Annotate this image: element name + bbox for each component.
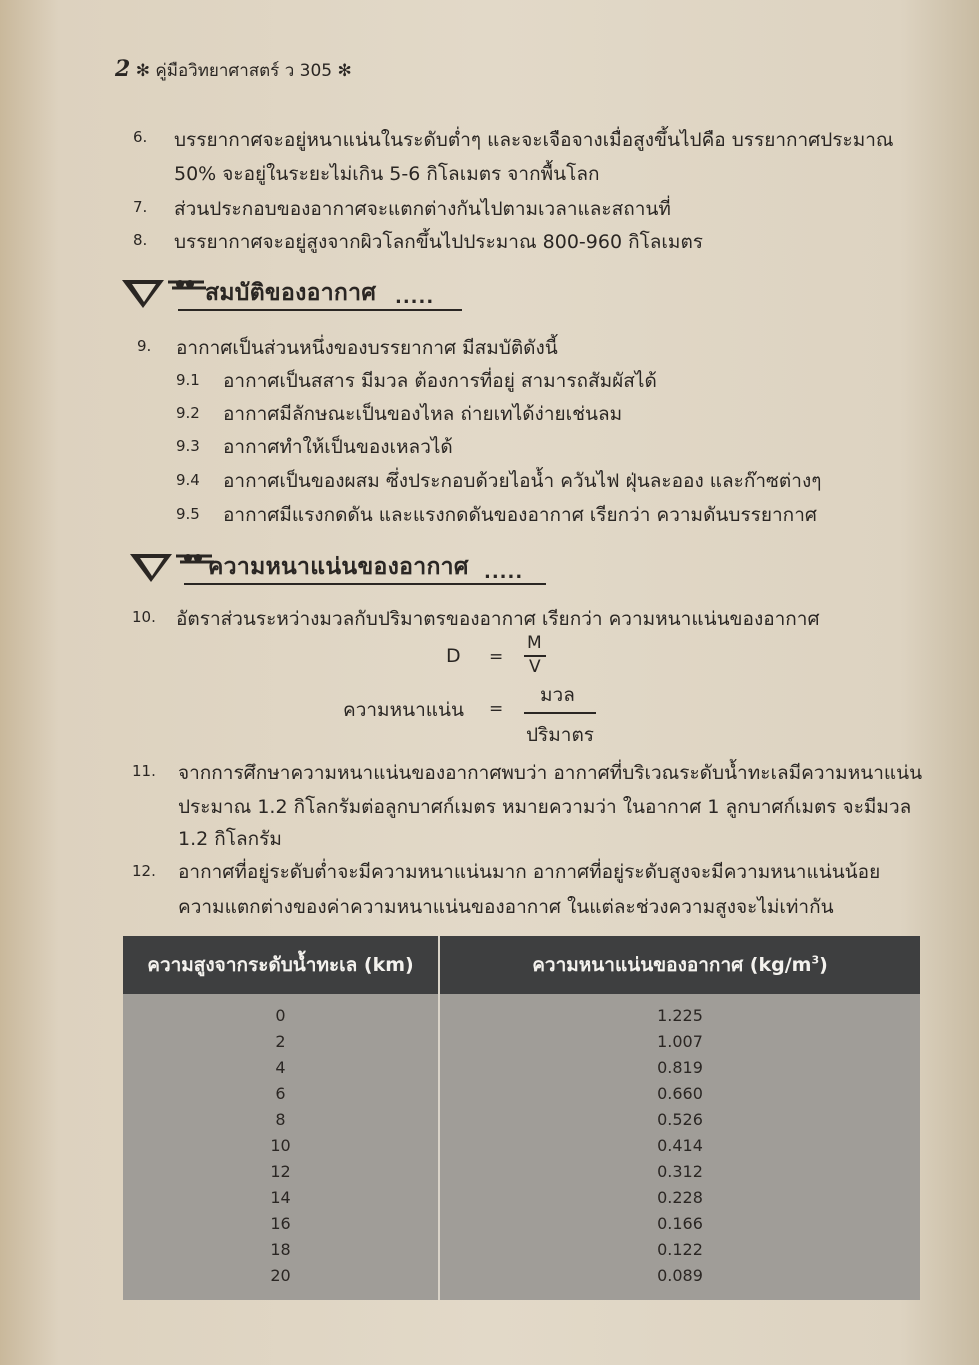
section-title-properties: สมบัติของอากาศ bbox=[205, 280, 377, 306]
formula-denominator-volume: V bbox=[529, 657, 541, 677]
density-cell: 0.414 bbox=[439, 1132, 920, 1158]
formula-numerator-mass: M bbox=[527, 633, 542, 653]
item-10-text: อัตราส่วนระหว่างมวลกับปริมาตรของอากาศ เรียกว่า ความหนาแน่นของอากาศ bbox=[176, 608, 820, 630]
table-padding-cell bbox=[439, 1288, 920, 1300]
altitude-cell: 6 bbox=[123, 1080, 439, 1106]
formula-denominator-word: ปริมาตร bbox=[526, 724, 595, 746]
item-12-line-1: อากาศที่อยู่ระดับต่ำจะมีความหนาแน่นมาก อากาศที่อยู่ระดับสูงจะมีความหนาแน่นน้อย bbox=[178, 861, 881, 883]
page-header bbox=[115, 56, 352, 84]
density-cell: 0.122 bbox=[439, 1236, 920, 1262]
table-row bbox=[123, 1262, 920, 1288]
section-title-dots: ..... bbox=[484, 562, 524, 583]
item-8-text: บรรยากาศจะอยู่สูงจากผิวโลกขึ้นไปประมาณ 800-960 กิโลเมตร bbox=[174, 231, 703, 253]
density-cell: 0.526 bbox=[439, 1106, 920, 1132]
item-9-3-number: 9.3 bbox=[176, 437, 200, 455]
item-9-number: 9. bbox=[137, 337, 152, 355]
table-row bbox=[123, 1106, 920, 1132]
table-header-density-label: ความหนาแน่นของอากาศ (kg/m bbox=[532, 954, 812, 976]
formula-equals: = bbox=[489, 699, 504, 719]
table-row bbox=[123, 994, 920, 1028]
density-cell: 0.312 bbox=[439, 1158, 920, 1184]
page-number: 2 bbox=[115, 56, 131, 82]
table-header-density-close: ) bbox=[819, 954, 828, 976]
item-7-number: 7. bbox=[133, 198, 148, 216]
formula-numerator-word: มวล bbox=[540, 684, 575, 706]
table-row bbox=[123, 1184, 920, 1210]
section-underline bbox=[178, 309, 462, 311]
item-9-5-number: 9.5 bbox=[176, 505, 200, 523]
altitude-cell: 0 bbox=[123, 994, 439, 1028]
table-header-altitude: ความสูงจากระดับน้ำทะเล (km) bbox=[123, 936, 439, 994]
altitude-cell: 8 bbox=[123, 1106, 439, 1132]
altitude-cell: 2 bbox=[123, 1028, 439, 1054]
item-11-line-2: ประมาณ 1.2 กิโลกรัมต่อลูกบาศก์เมตร หมายความว่า ในอากาศ 1 ลูกบาศก์เมตร จะมีมวล bbox=[178, 796, 912, 818]
density-table bbox=[123, 936, 920, 1300]
altitude-cell: 14 bbox=[123, 1184, 439, 1210]
fraction-bar bbox=[524, 712, 596, 714]
item-12-line-2: ความแตกต่างของค่าความหนาแน่นของอากาศ ในแต่ละช่วงความสูงจะไม่เท่ากัน bbox=[178, 896, 834, 918]
table-padding-cell bbox=[123, 1288, 439, 1300]
table-row bbox=[123, 1158, 920, 1184]
item-9-4-number: 9.4 bbox=[176, 471, 200, 489]
item-12-number: 12. bbox=[132, 862, 156, 880]
item-9-1-number: 9.1 bbox=[176, 371, 200, 389]
table-row bbox=[123, 1236, 920, 1262]
table-header-row bbox=[123, 936, 920, 994]
item-6-line-1: บรรยากาศจะอยู่หนาแน่นในระดับต่ำๆ และจะเจือจางเมื่อสูงขึ้นไปคือ บรรยากาศประมาณ bbox=[174, 129, 894, 151]
altitude-cell: 20 bbox=[123, 1262, 439, 1288]
table-bottom-padding bbox=[123, 1288, 920, 1300]
altitude-cell: 10 bbox=[123, 1132, 439, 1158]
density-cell: 0.166 bbox=[439, 1210, 920, 1236]
density-cell: 1.007 bbox=[439, 1028, 920, 1054]
altitude-cell: 4 bbox=[123, 1054, 439, 1080]
item-9-5-text: อากาศมีแรงกดดัน และแรงกดดันของอากาศ เรียกว่า ความดันบรรยากาศ bbox=[223, 504, 817, 526]
item-10-number: 10. bbox=[132, 608, 156, 626]
table-row bbox=[123, 1054, 920, 1080]
formula-equals: = bbox=[489, 647, 504, 667]
formula-lhs-word: ความหนาแน่น bbox=[343, 699, 464, 721]
item-11-line-1: จากการศึกษาความหนาแน่นของอากาศพบว่า อากาศที่บริเวณระดับน้ำทะเลมีความหนาแน่น bbox=[178, 762, 923, 784]
altitude-cell: 18 bbox=[123, 1236, 439, 1262]
item-6-number: 6. bbox=[133, 128, 148, 146]
book-title: ✻ คู่มือวิทยาศาสตร์ ว 305 ✻ bbox=[135, 61, 352, 81]
density-cell: 1.225 bbox=[439, 994, 920, 1028]
item-9-2-number: 9.2 bbox=[176, 404, 200, 422]
item-9-2-text: อากาศมีลักษณะเป็นของไหล ถ่ายเทได้ง่ายเช่นลม bbox=[223, 403, 623, 425]
item-11-number: 11. bbox=[132, 762, 156, 780]
density-cell: 0.089 bbox=[439, 1262, 920, 1288]
altitude-cell: 16 bbox=[123, 1210, 439, 1236]
density-cell: 0.660 bbox=[439, 1080, 920, 1106]
section-arrow-icon bbox=[128, 548, 218, 588]
section-title-density: ความหนาแน่นของอากาศ bbox=[208, 554, 469, 580]
table-row bbox=[123, 1132, 920, 1158]
table-body bbox=[123, 994, 920, 1300]
item-9-text: อากาศเป็นส่วนหนึ่งของบรรยากาศ มีสมบัติดังนี้ bbox=[176, 337, 558, 359]
table-header-density bbox=[439, 936, 920, 994]
density-cell: 0.228 bbox=[439, 1184, 920, 1210]
density-cell: 0.819 bbox=[439, 1054, 920, 1080]
formula-lhs-symbol: D bbox=[446, 645, 461, 667]
table-row bbox=[123, 1028, 920, 1054]
table-header-density-exponent: 3 bbox=[811, 953, 820, 967]
table-row bbox=[123, 1210, 920, 1236]
item-9-3-text: อากาศทำให้เป็นของเหลวได้ bbox=[223, 436, 453, 458]
section-title-dots: ..... bbox=[395, 287, 435, 308]
altitude-cell: 12 bbox=[123, 1158, 439, 1184]
item-11-line-3: 1.2 กิโลกรัม bbox=[178, 828, 282, 850]
item-6-line-2: 50% จะอยู่ในระยะไม่เกิน 5-6 กิโลเมตร จากพื้นโลก bbox=[174, 163, 600, 185]
item-9-4-text: อากาศเป็นของผสม ซึ่งประกอบด้วยไอน้ำ ควันไฟ ฝุ่นละออง และก๊าซต่างๆ bbox=[223, 470, 822, 492]
item-8-number: 8. bbox=[133, 231, 148, 249]
section-arrow-icon bbox=[120, 274, 210, 314]
section-underline bbox=[184, 583, 546, 585]
item-7-text: ส่วนประกอบของอากาศจะแตกต่างกันไปตามเวลาและสถานที่ bbox=[174, 198, 671, 220]
item-9-1-text: อากาศเป็นสสาร มีมวล ต้องการที่อยู่ สามารถสัมผัสได้ bbox=[223, 370, 657, 392]
table-row bbox=[123, 1080, 920, 1106]
